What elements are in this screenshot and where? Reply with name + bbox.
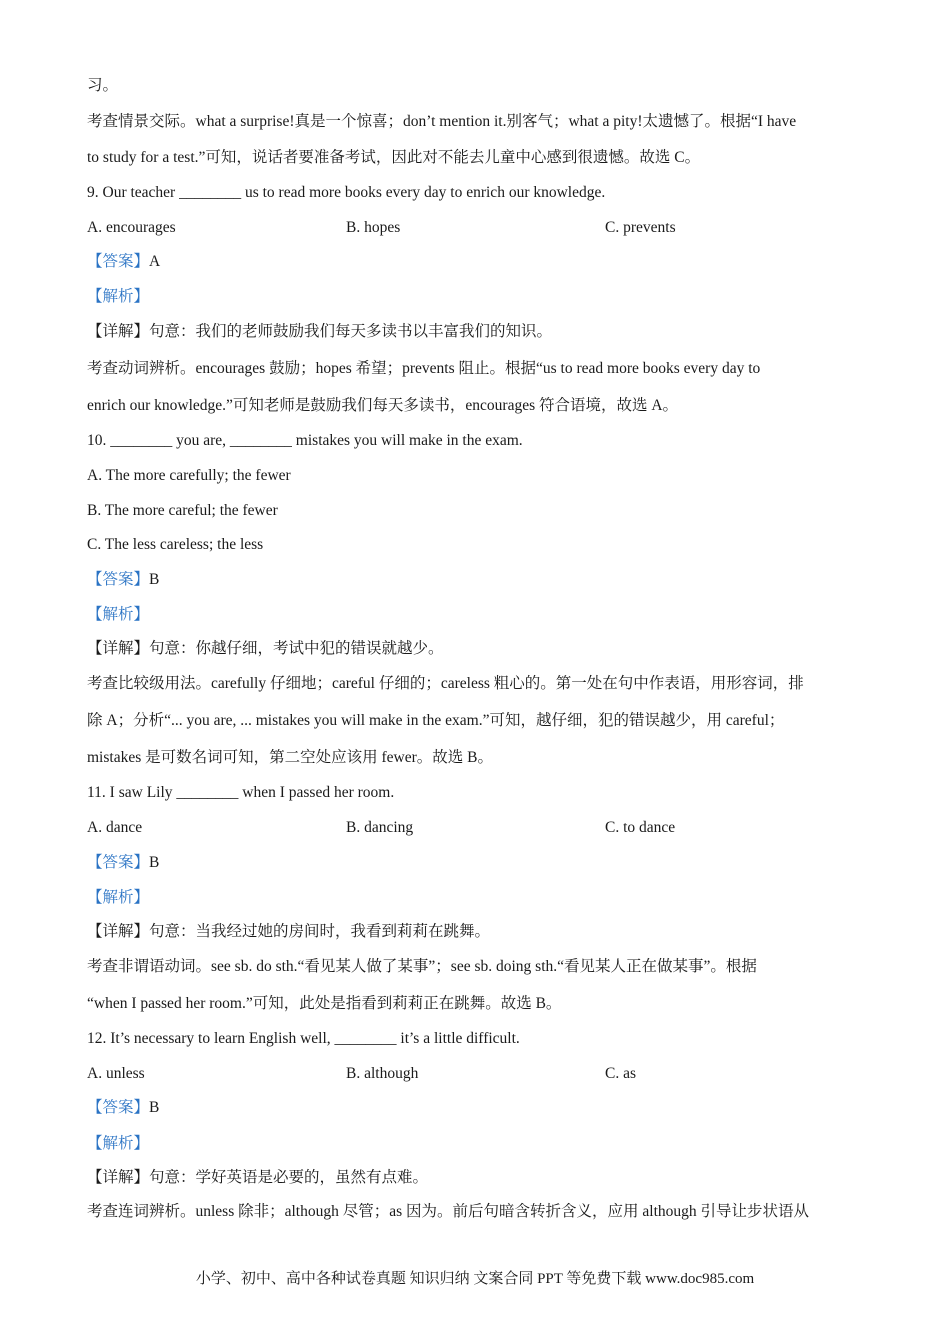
option-c: C. to dance xyxy=(605,819,676,836)
text-line: 习。 xyxy=(87,77,119,94)
question-stem: 10. ________ you are, ________ mistakes you will make in the exam. xyxy=(87,432,523,449)
option-b: B. dancing xyxy=(346,819,414,836)
answer-line xyxy=(87,1098,159,1118)
option-c: C. The less careless; the less xyxy=(87,536,264,553)
option-b: B. hopes xyxy=(346,219,401,236)
answer-tag: 【答案】 xyxy=(87,253,150,270)
detail-text: 句意：我们的老师鼓励我们每天多读书以丰富我们的知识。 xyxy=(149,323,553,340)
detail-tag: 【详解】 xyxy=(87,1169,150,1186)
detail-line xyxy=(87,639,444,659)
detail-line xyxy=(87,322,552,342)
option-c: C. as xyxy=(605,1065,636,1082)
explanation-line: 考查动词辨析。encourages 鼓励；hopes 希望；prevents 阻止。根据“us to read more books every day to xyxy=(87,360,761,377)
detail-text: 句意：学好英语是必要的，虽然有点难。 xyxy=(149,1169,429,1186)
option-a: A. unless xyxy=(87,1065,145,1082)
answer-value: B xyxy=(149,571,160,588)
answer-tag: 【答案】 xyxy=(87,854,150,871)
option-b: B. although xyxy=(346,1065,419,1082)
option-b: B. The more careful; the fewer xyxy=(87,502,278,519)
analysis-tag: 【解析】 xyxy=(87,889,150,906)
explanation-line: mistakes 是可数名词可知，第二空处应该用 fewer。故选 B。 xyxy=(87,749,493,766)
option-c: C. prevents xyxy=(605,219,676,236)
detail-text: 句意：你越仔细，考试中犯的错误就越少。 xyxy=(149,640,444,657)
option-a: A. encourages xyxy=(87,219,176,236)
option-a: A. dance xyxy=(87,819,143,836)
detail-line xyxy=(87,1168,428,1188)
answer-tag: 【答案】 xyxy=(87,1099,150,1116)
explanation-line: enrich our knowledge.”可知老师是鼓励我们每天多读书，encourages 符合语境，故选 A。 xyxy=(87,397,679,414)
question-stem: 9. Our teacher ________ us to read more books every day to enrich our knowledge. xyxy=(87,184,606,201)
option-a: A. The more carefully; the fewer xyxy=(87,467,291,484)
detail-line xyxy=(87,922,490,942)
answer-value: B xyxy=(149,854,160,871)
detail-tag: 【详解】 xyxy=(87,640,150,657)
question-stem: 11. I saw Lily ________ when I passed her room. xyxy=(87,784,395,801)
text-line: to study for a test.”可知，说话者要准备考试，因此对不能去儿童中心感到很遗憾。故选 C。 xyxy=(87,149,701,166)
answer-line xyxy=(87,570,159,590)
answer-value: B xyxy=(149,1099,160,1116)
explanation-line: 考查比较级用法。carefully 仔细地；careful 仔细的；careless 粗心的。第一处在句中作表语，用形容词，排 xyxy=(87,675,804,692)
detail-tag: 【详解】 xyxy=(87,923,150,940)
explanation-line: 考查连词辨析。unless 除非；although 尽管；as 因为。前后句暗含转折含义，应用 although 引导让步状语从 xyxy=(87,1203,810,1220)
answer-line xyxy=(87,252,160,272)
text-line: 考查情景交际。what a surprise!真是一个惊喜；don’t mention it.别客气；what a pity!太遗憾了。根据“I have xyxy=(87,113,797,130)
detail-tag: 【详解】 xyxy=(87,323,150,340)
detail-text: 句意：当我经过她的房间时，我看到莉莉在跳舞。 xyxy=(149,923,491,940)
analysis-tag: 【解析】 xyxy=(87,606,150,623)
question-stem: 12. It’s necessary to learn English well, ________ it’s a little difficult. xyxy=(87,1030,520,1047)
analysis-tag: 【解析】 xyxy=(87,288,150,305)
explanation-line: 除 A；分析“... you are, ... mistakes you will make in the exam.”可知，越仔细，犯的错误越少，用 careful； xyxy=(87,712,785,729)
analysis-tag: 【解析】 xyxy=(87,1135,150,1152)
answer-tag: 【答案】 xyxy=(87,571,150,588)
page-footer: 小学、初中、高中各种试卷真题 知识归纳 文案合同 PPT 等免费下载 www.doc985.com xyxy=(195,1271,755,1287)
explanation-line: 考查非谓语动词。see sb. do sth.“看见某人做了某事”；see sb. doing sth.“看见某人正在做某事”。根据 xyxy=(87,958,757,975)
answer-value: A xyxy=(149,253,161,270)
explanation-line: “when I passed her room.”可知，此处是指看到莉莉正在跳舞。故选 B。 xyxy=(87,995,562,1012)
answer-line xyxy=(87,853,159,873)
